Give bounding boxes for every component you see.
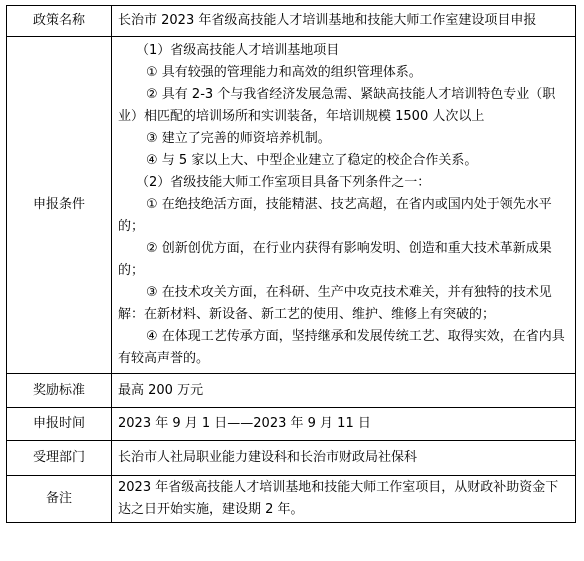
section2-title: （2）省级技能大师工作室项目具备下列条件之一： (136, 175, 431, 190)
section1-item: ② 具有 2-3 个与我省经济发展急需、紧缺高技能人才培训特色专业（职业）相匹配的培训场所和实训装备，年培训规模 1500 人次以上 (118, 87, 556, 124)
section1-item: ③ 建立了完善的师资培养机制。 (146, 131, 331, 146)
reward-label: 奖励标准 (7, 374, 112, 408)
policy-name-label: 政策名称 (7, 6, 112, 37)
note-label: 备注 (7, 476, 112, 523)
section2-item: ① 在绝技绝活方面，技能精湛、技艺高超，在省内或国内处于领先水平的； (118, 197, 552, 234)
time-label: 申报时间 (7, 408, 112, 441)
section1-title: （1）省级高技能人才培训基地项目 (136, 43, 340, 58)
reward-value: 最高 200 万元 (112, 374, 576, 408)
section2-item: ④ 在体现工艺传承方面，坚持继承和发展传统工艺、取得实效，在省内具有较高声誉的。 (118, 329, 565, 366)
time-value: 2023 年 9 月 1 日——2023 年 9 月 11 日 (112, 408, 576, 441)
policy-name-value: 长治市 2023 年省级高技能人才培训基地和技能大师工作室建设项目申报 (112, 6, 576, 37)
conditions-label: 申报条件 (7, 37, 112, 374)
section2-item: ③ 在技术攻关方面，在科研、生产中攻克技术难关，并有独特的技术见解：在新材料、新设备、新工艺的使用、维护、维修上有突破的； (118, 285, 552, 322)
table-row-dept (7, 441, 576, 476)
table-row-reward (7, 374, 576, 408)
conditions-content (112, 37, 576, 374)
section2-item: ② 创新创优方面，在行业内获得有影响发明、创造和重大技术革新成果的； (118, 241, 552, 278)
section1-item: ④ 与 5 家以上大、中型企业建立了稳定的校企合作关系。 (146, 153, 478, 168)
dept-label: 受理部门 (7, 441, 112, 476)
table-row-conditions (7, 37, 576, 374)
table-row-policy-name (7, 6, 576, 37)
table-row-time (7, 408, 576, 441)
section1-item: ① 具有较强的管理能力和高效的组织管理体系。 (146, 65, 422, 80)
note-value: 2023 年省级高技能人才培训基地和技能大师工作室项目，从财政补助资金下达之日开始实施，建设期 2 年。 (112, 476, 576, 523)
policy-table (6, 5, 576, 523)
table-row-note (7, 476, 576, 523)
dept-value: 长治市人社局职业能力建设科和长治市财政局社保科 (112, 441, 576, 476)
